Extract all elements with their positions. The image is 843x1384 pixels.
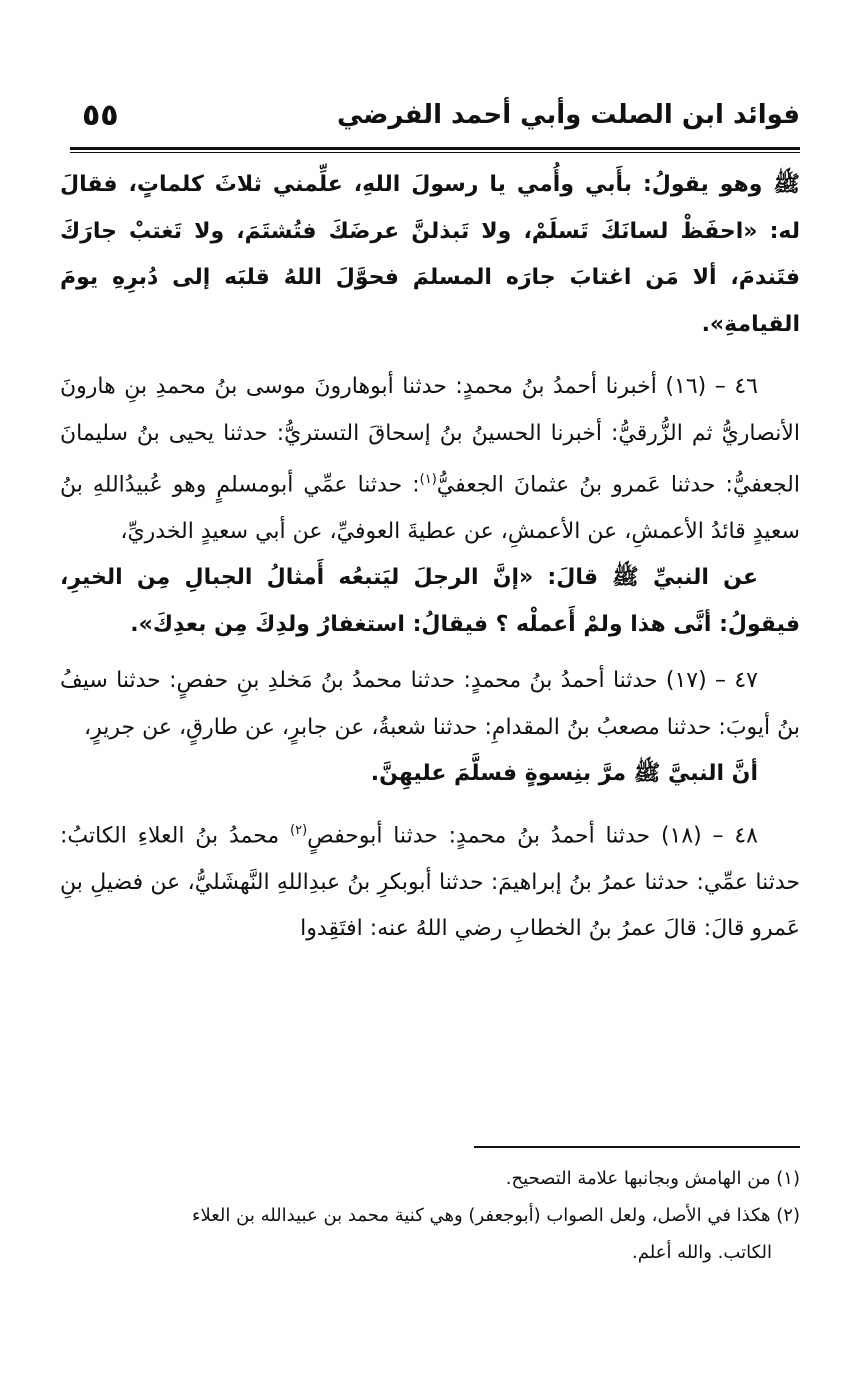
page-header [70, 96, 800, 144]
footnote-ref-2: (٢) [290, 822, 308, 838]
isnad-48-part-2: محمدُ بنُ العلاءِ الكاتبُ: حدثنا عمِّي: حدثنا عمرُ بنُ إبراهيمَ: حدثنا أبوبكرِ بنُ عبدِاللهِ النَّهشَليُّ، عن فضيلِ بنِ عَمرو قالَ: قالَ عمرُ بنُ الخطابِ رضي اللهُ عنه: افتَقِدوا [60, 823, 800, 942]
paragraph-matn-46 [60, 555, 800, 648]
paragraph-isnad-47: ٤٧ – (١٧) حدثنا أحمدُ بنُ محمدٍ: حدثنا محمدُ بنُ مَخلدِ بنِ حفصٍ: حدثنا سيفُ بنُ أيوبَ: حدثنا مصعبُ بنُ المقدامِ: حدثنا شعبةُ، عن جابرٍ، عن طارقٍ، عن جريرٍ، [60, 668, 800, 740]
footnote-2: (٢) هكذا في الأصل، ولعل الصواب (أبوجعفر) وهي كنية محمد بن عبيدالله بن العلاء [192, 1205, 800, 1226]
paragraph-matn-47: أنَّ النبيَّ ﷺ مرَّ بنِسوةٍ فسلَّمَ عليهِنَّ. [370, 761, 758, 787]
isnad-46-part-1: ٤٦ – (١٦) أخبرنا أحمدُ بنُ محمدٍ: حدثنا أبوهارونَ موسى بنُ محمدِ بنِ هارونَ الأنصاريُّ ثم الزُّرقيُّ: أخبرنا الحسينُ بنُ إسحاقَ التستريُّ: حدثنا يحيى بنُ سليمانَ الجعفيُّ: حدثنا عَمرو بنُ عثمانَ الجعفيُّ [60, 374, 800, 498]
matn-46-text: «إنَّ الرجلَ ليَتبعُه أَمثالُ الجبالِ مِن الخيرِ، فيقولُ: أنَّى هذا ولمْ أَعملْه ؟ فيقالُ: استغفارُ ولدِكَ مِن بعدِكَ». [60, 565, 800, 637]
footnote-2-continuation: الكاتب. والله أعلم. [632, 1242, 772, 1263]
isnad-46-part-2: : حدثنا عمِّي أبومسلمٍ وهو عُبيدُاللهِ بنُ سعيدٍ قائدُ الأعمشِ، عن الأعمشِ، عن عطيةَ العوفيِّ، عن أبي سعيدٍ الخدريِّ، [60, 472, 800, 544]
footnote-ref-1: (١) [419, 472, 437, 487]
paragraph-hadith-continuation: ﷺ وهو يقولُ: بأَبي وأُمي يا رسولَ اللهِ، علِّمني ثلاثَ كلماتٍ، فقالَ له: «احفَظْ لسانَكَ تَسلَمْ، ولا تَبذلنَّ عرضَكَ فتُشتَمَ، ولا تَغتبْ جارَكَ فتَندمَ، ألا مَن اغتابَ جارَه المسلمَ فحوَّلَ اللهُ قلبَه إلى دُبرِهِ يومَ القيامةِ». [60, 172, 800, 337]
header-rule-thick [70, 147, 800, 150]
header-rule-thin [70, 152, 800, 153]
footnotes [60, 1160, 800, 1271]
paragraph-isnad-48 [60, 808, 800, 953]
footnote-1: (١) من الهامش وبجانبها علامة التصحيح. [505, 1168, 800, 1189]
main-text [60, 162, 800, 953]
matn-46-intro: عن النبيِّ ﷺ قالَ: [533, 565, 758, 591]
footnote-separator [474, 1146, 800, 1148]
paragraph-isnad-46 [60, 364, 800, 555]
isnad-48-part-1: ٤٨ – (١٨) حدثنا أحمدُ بنُ محمدٍ: حدثنا أبوحفصٍ [307, 823, 758, 849]
page-number: ٥٥ [82, 98, 119, 133]
running-title: فوائد ابن الصلت وأبي أحمد الفرضي [336, 100, 800, 130]
